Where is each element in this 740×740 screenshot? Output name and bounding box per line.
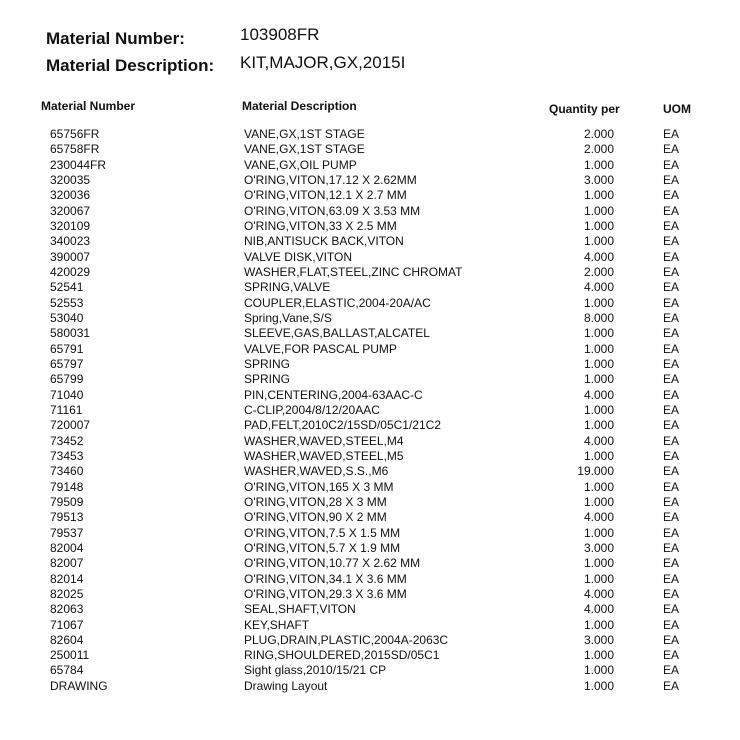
table-row xyxy=(0,188,740,203)
material-number-cell: 73460 xyxy=(50,464,84,479)
uom-cell: EA xyxy=(663,663,680,678)
material-description-cell: Sight glass,2010/15/21 CP xyxy=(244,663,387,678)
quantity-cell: 1.000 xyxy=(583,203,614,218)
material-description-cell: WASHER,WAVED,STEEL,M4 xyxy=(244,433,404,448)
quantity-cell: 1.000 xyxy=(583,648,614,663)
material-number-cell: 79537 xyxy=(50,525,84,540)
material-number-cell: 720007 xyxy=(50,418,91,433)
table-row xyxy=(0,449,740,464)
quantity-cell: 4.000 xyxy=(583,249,614,264)
uom-cell: EA xyxy=(663,387,680,402)
uom-cell: EA xyxy=(663,632,680,647)
table-row xyxy=(0,464,740,479)
material-number-cell: 230044FR xyxy=(50,157,107,172)
quantity-cell: 4.000 xyxy=(583,586,614,601)
material-number-cell: 71161 xyxy=(50,402,83,417)
material-number-cell: 65797 xyxy=(50,356,84,371)
uom-cell: EA xyxy=(663,617,680,632)
material-number-cell: 65756FR xyxy=(50,127,100,141)
material-description-cell: SPRING,VALVE xyxy=(244,280,331,295)
material-number-cell: 65791 xyxy=(50,341,84,356)
material-number-cell: 65784 xyxy=(50,663,84,678)
material-description-cell: Drawing Layout xyxy=(244,678,328,693)
table-row xyxy=(0,127,740,142)
uom-cell: EA xyxy=(663,479,680,494)
table-row xyxy=(0,679,740,694)
materials-table xyxy=(0,127,740,694)
material-description-cell: O'RING,VITON,12.1 X 2.7 MM xyxy=(244,188,407,203)
table-row xyxy=(0,311,740,326)
material-number-cell: 65799 xyxy=(50,372,84,387)
uom-cell: EA xyxy=(663,310,680,325)
uom-cell: EA xyxy=(663,249,680,264)
uom-cell: EA xyxy=(663,678,680,693)
material-description-cell: VANE,GX,1ST STAGE xyxy=(244,127,365,141)
table-row xyxy=(0,556,740,571)
quantity-cell: 2.000 xyxy=(583,264,614,279)
quantity-cell: 1.000 xyxy=(583,556,614,571)
table-row xyxy=(0,158,740,173)
table-row xyxy=(0,541,740,556)
material-number-cell: 82007 xyxy=(50,556,84,571)
quantity-cell: 4.000 xyxy=(583,510,614,525)
uom-cell: EA xyxy=(663,494,680,509)
table-row xyxy=(0,587,740,602)
quantity-cell: 1.000 xyxy=(583,448,614,463)
material-description-cell: PLUG,DRAIN,PLASTIC,2004A-2063C xyxy=(244,632,449,647)
material-description-cell: SPRING xyxy=(244,356,291,371)
material-description-value: KIT,MAJOR,GX,2015I xyxy=(240,53,406,72)
material-description-cell: COUPLER,ELASTIC,2004-20A/AC xyxy=(244,295,431,310)
table-row xyxy=(0,403,740,418)
uom-cell: EA xyxy=(663,142,680,157)
material-number-cell: 79148 xyxy=(50,479,84,494)
table-row xyxy=(0,602,740,617)
table-row xyxy=(0,618,740,633)
quantity-cell: 1.000 xyxy=(583,295,614,310)
material-description-cell: O'RING,VITON,29.3 X 3.6 MM xyxy=(244,586,407,601)
quantity-cell: 2.000 xyxy=(583,142,614,157)
table-row xyxy=(0,372,740,387)
uom-cell: EA xyxy=(663,556,680,571)
quantity-cell: 1.000 xyxy=(583,188,614,203)
material-description-cell: C-CLIP,2004/8/12/20AAC xyxy=(244,402,380,417)
quantity-cell: 3.000 xyxy=(583,172,614,187)
uom-cell: EA xyxy=(663,234,680,249)
material-description-cell: VALVE DISK,VITON xyxy=(244,249,353,264)
table-row xyxy=(0,326,740,341)
quantity-cell: 1.000 xyxy=(583,479,614,494)
material-number-cell: 340023 xyxy=(50,234,91,249)
quantity-cell: 3.000 xyxy=(583,632,614,647)
material-description-cell: O'RING,VITON,165 X 3 MM xyxy=(244,479,394,494)
table-row xyxy=(0,296,740,311)
table-row xyxy=(0,204,740,219)
material-number-cell: 82004 xyxy=(50,540,84,555)
uom-cell: EA xyxy=(663,341,680,356)
material-description-cell: O'RING,VITON,33 X 2.5 MM xyxy=(244,218,397,233)
material-description-cell: O'RING,VITON,34.1 X 3.6 MM xyxy=(244,571,407,586)
uom-cell: EA xyxy=(663,586,680,601)
table-row xyxy=(0,265,740,280)
quantity-cell: 1.000 xyxy=(583,157,614,172)
quantity-cell: 1.000 xyxy=(583,372,614,387)
uom-cell: EA xyxy=(663,448,680,463)
quantity-cell: 1.000 xyxy=(583,525,614,540)
material-description-cell: KEY,SHAFT xyxy=(244,617,310,632)
uom-cell: EA xyxy=(663,433,680,448)
uom-cell: EA xyxy=(663,264,680,279)
material-description-cell: WASHER,FLAT,STEEL,ZINC CHROMAT xyxy=(244,264,463,279)
uom-cell: EA xyxy=(663,418,680,433)
quantity-cell: 2.000 xyxy=(583,127,614,141)
quantity-cell: 1.000 xyxy=(583,218,614,233)
uom-cell: EA xyxy=(663,218,680,233)
material-number-cell: 250011 xyxy=(50,648,90,663)
material-number-cell: 82014 xyxy=(50,571,84,586)
material-number-cell: 390007 xyxy=(50,249,91,264)
uom-cell: EA xyxy=(663,280,680,295)
table-row xyxy=(0,280,740,295)
material-number-cell: 52541 xyxy=(50,280,84,295)
material-description-cell: WASHER,WAVED,S.S.,M6 xyxy=(244,464,389,479)
material-number-cell: 65758FR xyxy=(50,142,100,157)
table-row xyxy=(0,388,740,403)
table-row xyxy=(0,142,740,157)
quantity-cell: 1.000 xyxy=(583,617,614,632)
column-header-quantity: Quantity per xyxy=(549,102,620,116)
material-description-cell: SEAL,SHAFT,VITON xyxy=(244,602,356,617)
uom-cell: EA xyxy=(663,356,680,371)
table-row xyxy=(0,434,740,449)
quantity-cell: 19.000 xyxy=(577,464,614,479)
material-description-cell: O'RING,VITON,28 X 3 MM xyxy=(244,494,387,509)
quantity-cell: 4.000 xyxy=(583,433,614,448)
material-description-label: Material Description: xyxy=(46,56,215,75)
table-row xyxy=(0,480,740,495)
uom-cell: EA xyxy=(663,372,680,387)
uom-cell: EA xyxy=(663,326,680,341)
uom-cell: EA xyxy=(663,402,680,417)
material-number-cell: 53040 xyxy=(50,310,84,325)
material-number-cell: 320035 xyxy=(50,172,91,187)
material-description-cell: PIN,CENTERING,2004-63AAC-C xyxy=(244,387,423,402)
table-row xyxy=(0,572,740,587)
uom-cell: EA xyxy=(663,525,680,540)
material-description-cell: NIB,ANTISUCK BACK,VITON xyxy=(244,234,404,249)
quantity-cell: 1.000 xyxy=(583,326,614,341)
material-number-label: Material Number: xyxy=(46,29,185,48)
column-header-material-description: Material Description xyxy=(242,99,357,113)
material-number-cell: 320067 xyxy=(50,203,91,218)
material-description-cell: VANE,GX,OIL PUMP xyxy=(244,157,357,172)
quantity-cell: 1.000 xyxy=(583,494,614,509)
table-row xyxy=(0,648,740,663)
material-number-cell: 79513 xyxy=(50,510,84,525)
material-description-cell: O'RING,VITON,10.77 X 2.62 MM xyxy=(244,556,421,571)
uom-cell: EA xyxy=(663,464,680,479)
material-number-value: 103908FR xyxy=(240,25,320,44)
material-number-cell: 580031 xyxy=(50,326,91,341)
material-number-cell: DRAWING xyxy=(50,678,108,693)
uom-cell: EA xyxy=(663,157,680,172)
material-description-cell: O'RING,VITON,17.12 X 2.62MM xyxy=(244,172,417,187)
column-header-uom: UOM xyxy=(663,102,691,116)
material-description-cell: VALVE,FOR PASCAL PUMP xyxy=(244,341,397,356)
uom-cell: EA xyxy=(663,602,680,617)
material-description-cell: O'RING,VITON,7.5 X 1.5 MM xyxy=(244,525,401,540)
table-row xyxy=(0,418,740,433)
material-description-cell: O'RING,VITON,90 X 2 MM xyxy=(244,510,387,525)
material-description-cell: SPRING xyxy=(244,372,291,387)
quantity-cell: 1.000 xyxy=(583,678,614,693)
material-number-cell: 420029 xyxy=(50,264,91,279)
quantity-cell: 1.000 xyxy=(583,356,614,371)
uom-cell: EA xyxy=(663,172,680,187)
uom-cell: EA xyxy=(663,540,680,555)
material-number-cell: 52553 xyxy=(50,295,84,310)
uom-cell: EA xyxy=(663,188,680,203)
material-number-cell: 73452 xyxy=(50,433,84,448)
material-description-cell: WASHER,WAVED,STEEL,M5 xyxy=(244,448,404,463)
quantity-cell: 1.000 xyxy=(583,663,614,678)
material-description-cell: RING,SHOULDERED,2015SD/05C1 xyxy=(244,648,440,663)
uom-cell: EA xyxy=(663,295,680,310)
material-number-cell: 71040 xyxy=(50,387,84,402)
table-row xyxy=(0,510,740,525)
column-header-material-number: Material Number xyxy=(41,99,136,113)
table-row xyxy=(0,495,740,510)
quantity-cell: 4.000 xyxy=(583,387,614,402)
table-row xyxy=(0,663,740,678)
uom-cell: EA xyxy=(663,203,680,218)
table-row xyxy=(0,173,740,188)
quantity-cell: 1.000 xyxy=(583,571,614,586)
material-number-cell: 82063 xyxy=(50,602,84,617)
table-row xyxy=(0,234,740,249)
material-number-cell: 71067 xyxy=(50,617,84,632)
material-description-cell: VANE,GX,1ST STAGE xyxy=(244,142,365,157)
material-number-cell: 82604 xyxy=(50,632,84,647)
quantity-cell: 1.000 xyxy=(583,341,614,356)
uom-cell: EA xyxy=(663,127,680,141)
material-description-cell: O'RING,VITON,63.09 X 3.53 MM xyxy=(244,203,421,218)
quantity-cell: 8.000 xyxy=(583,310,614,325)
uom-cell: EA xyxy=(663,510,680,525)
quantity-cell: 1.000 xyxy=(583,402,614,417)
table-row xyxy=(0,526,740,541)
material-number-cell: 320109 xyxy=(50,218,91,233)
quantity-cell: 4.000 xyxy=(583,280,614,295)
material-description-cell: PAD,FELT,2010C2/15SD/05C1/21C2 xyxy=(244,418,441,433)
uom-cell: EA xyxy=(663,571,680,586)
uom-cell: EA xyxy=(663,648,680,663)
quantity-cell: 1.000 xyxy=(583,418,614,433)
material-number-cell: 79509 xyxy=(50,494,84,509)
material-number-cell: 82025 xyxy=(50,586,84,601)
table-row xyxy=(0,250,740,265)
material-description-cell: Spring,Vane,S/S xyxy=(244,310,332,325)
material-number-cell: 73453 xyxy=(50,448,84,463)
quantity-cell: 3.000 xyxy=(583,540,614,555)
table-row xyxy=(0,357,740,372)
material-description-cell: SLEEVE,GAS,BALLAST,ALCATEL xyxy=(244,326,430,341)
table-row xyxy=(0,633,740,648)
quantity-cell: 1.000 xyxy=(583,234,614,249)
material-number-cell: 320036 xyxy=(50,188,91,203)
table-row xyxy=(0,219,740,234)
table-row xyxy=(0,342,740,357)
material-description-cell: O'RING,VITON,5.7 X 1.9 MM xyxy=(244,540,401,555)
quantity-cell: 4.000 xyxy=(583,602,614,617)
